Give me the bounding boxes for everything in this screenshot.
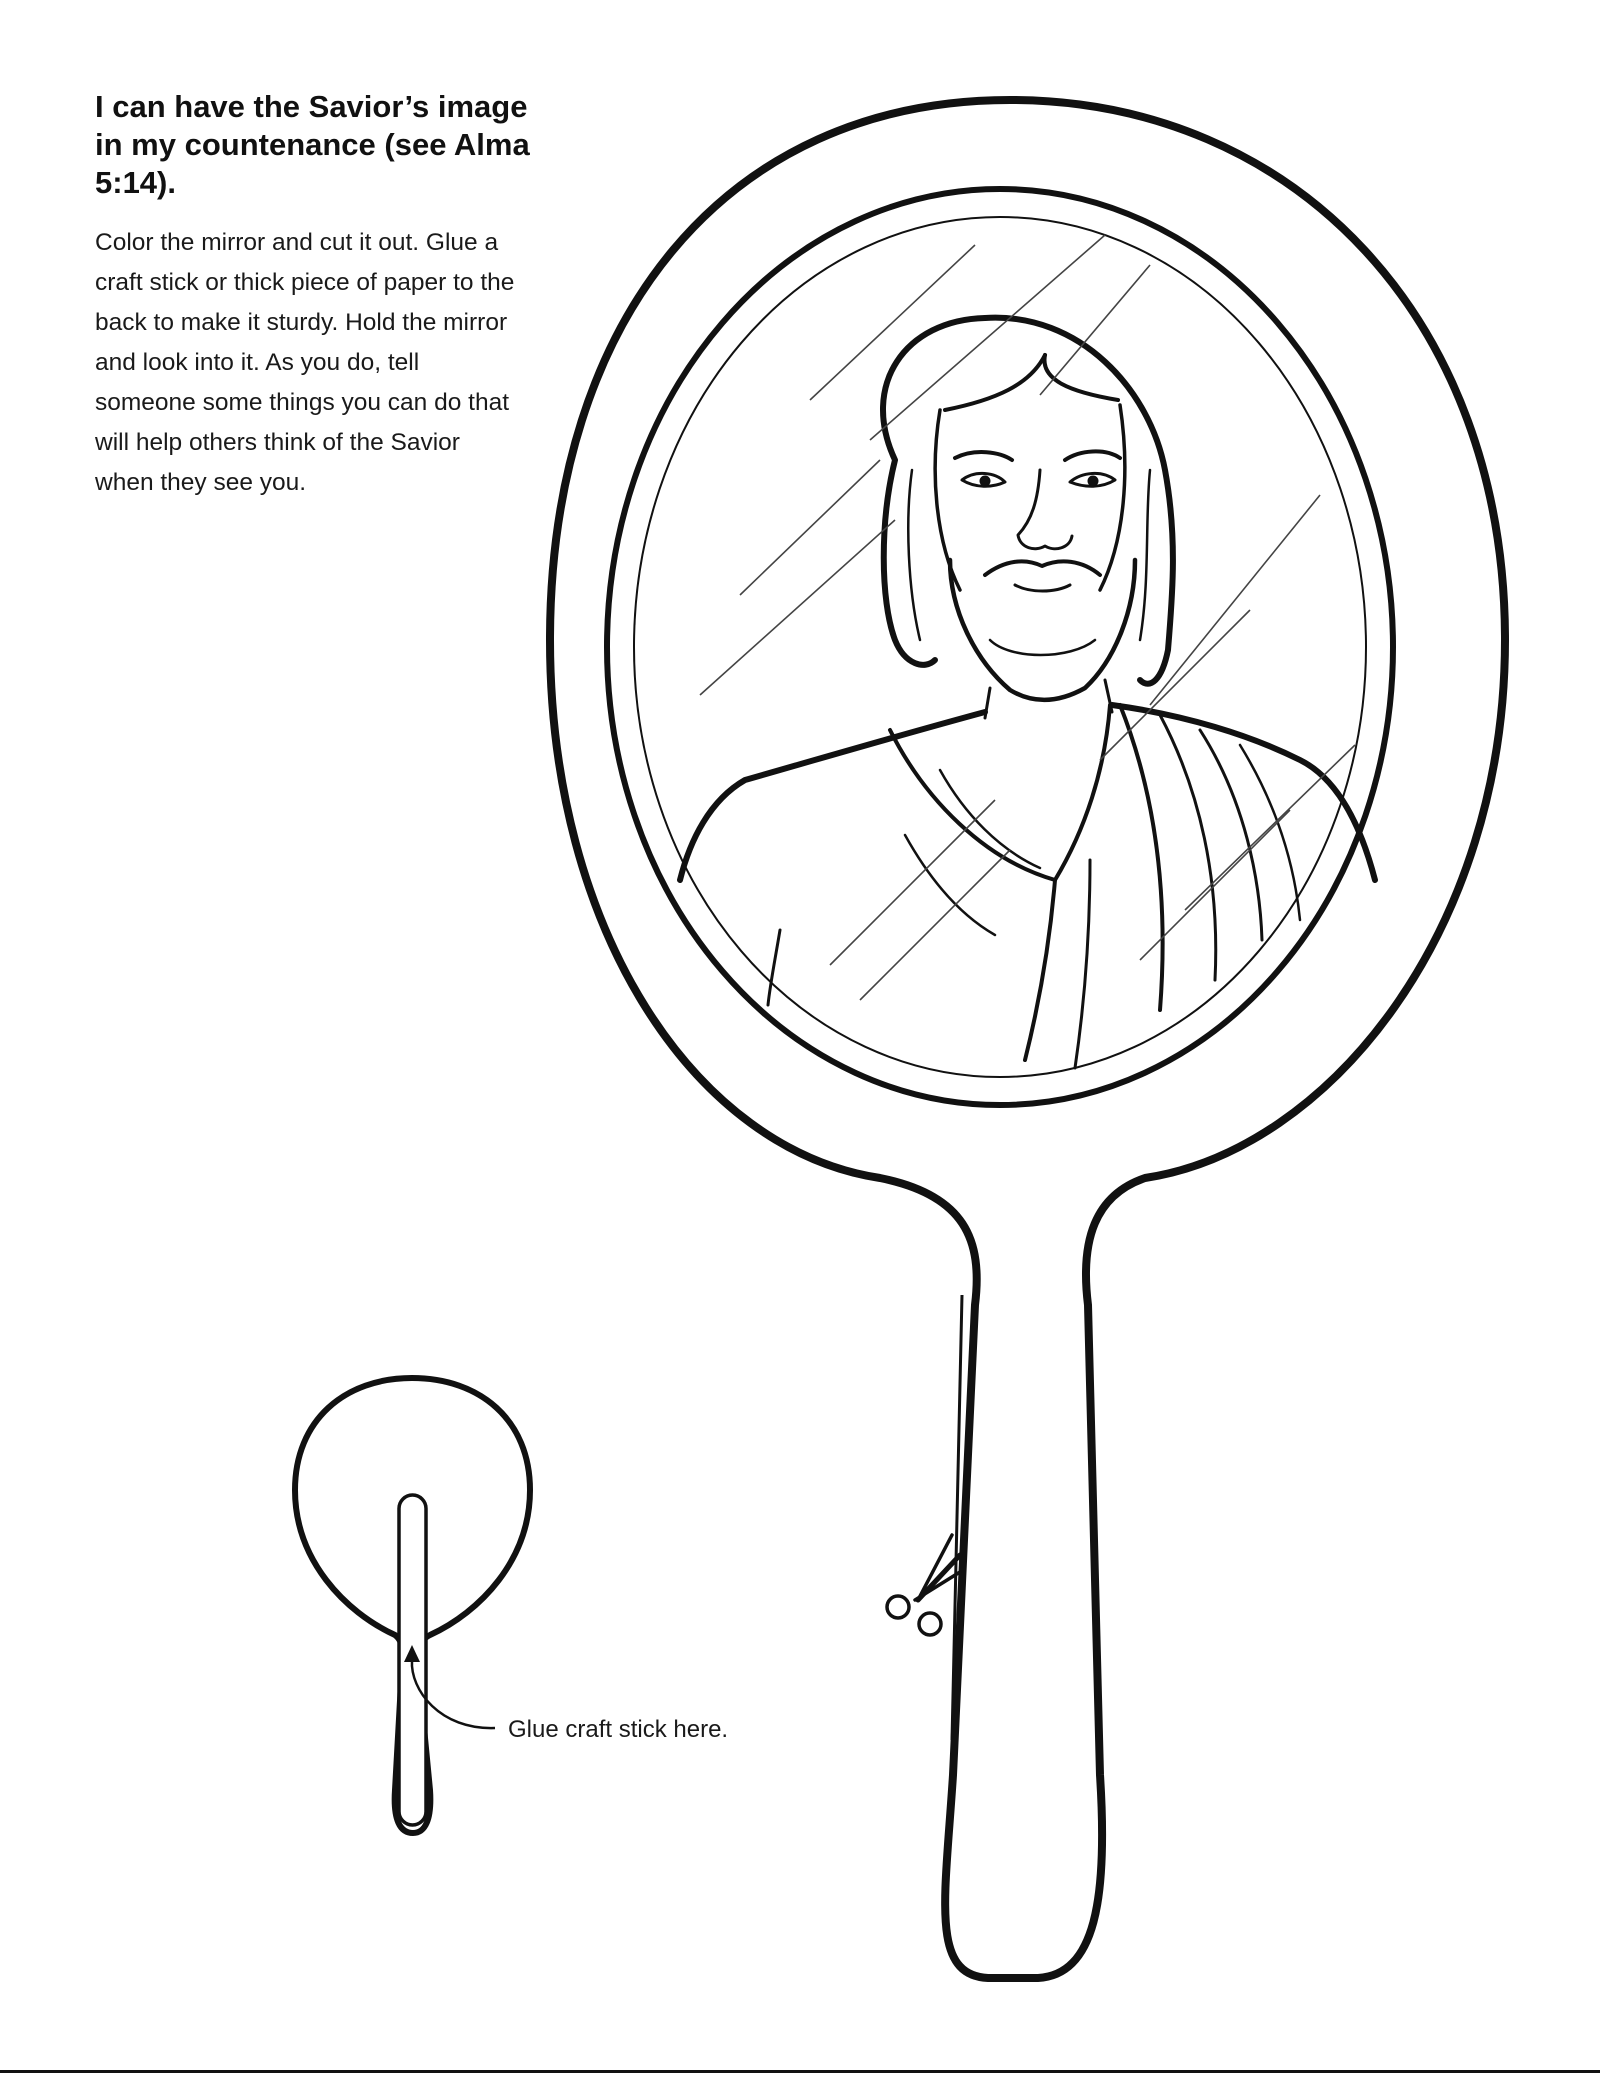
page-bottom-rule xyxy=(0,2070,1600,2073)
glue-craft-stick-label: Glue craft stick here. xyxy=(508,1716,729,1743)
mirror-cutout-outline[interactable] xyxy=(550,100,1505,1978)
savior-portrait xyxy=(680,318,1375,1068)
scissors-icon xyxy=(887,1535,960,1635)
instructions-text: Color the mirror and cut it out. Glue a craft stick or thick piece of paper to the back to make it sturdy. Hold the mirror and look into it. As you do, tell someone some things you can do that will help others think of the Savior when they see you. xyxy=(95,229,515,496)
page-title: I can have the Savior’s image in my countenance (see Alma 5:14). xyxy=(95,89,530,200)
